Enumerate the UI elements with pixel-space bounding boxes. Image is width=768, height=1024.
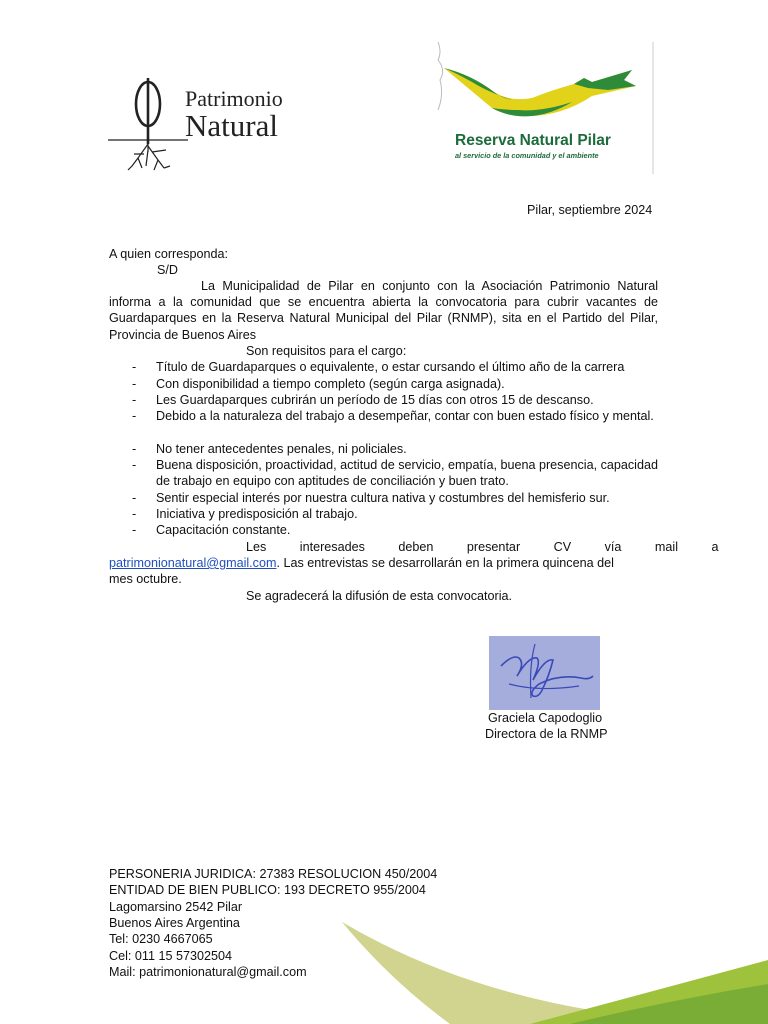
footer-legal-line: PERSONERIA JURIDICA: 27383 RESOLUCION 450/2004 — [109, 867, 438, 881]
list-item: Capacitación constante. — [156, 523, 291, 537]
bullet-dash: - — [132, 523, 137, 537]
sd-line: S/D — [157, 263, 178, 277]
list-item: Iniciativa y predisposición al trabajo. — [156, 507, 358, 521]
signer-title: Directora de la RNMP — [485, 727, 608, 741]
footer-mail-line: Mail: patrimonionatural@gmail.com — [109, 965, 307, 979]
intro-line-2: informa a la comunidad que se encuentra abierta la convocatoria para cubrir vacantes de — [109, 295, 658, 309]
bullet-dash: - — [132, 458, 137, 472]
letter-date: Pilar, septiembre 2024 — [527, 203, 653, 217]
list-item: Con disponibilidad a tiempo completo (según carga asignada). — [156, 377, 505, 391]
patrimonio-natural-logo — [108, 70, 318, 180]
requirements-heading: Son requisitos para el cargo: — [246, 344, 407, 358]
footer-cell-line: Cel: 011 15 57302504 — [109, 949, 233, 963]
logo-subtitle: al servicio de la comunidad y el ambiente — [455, 151, 599, 160]
footer-phone-line: Tel: 0230 4667065 — [109, 932, 213, 946]
intro-line-4: Provincia de Buenos Aires — [109, 328, 257, 342]
cv-line-2 — [109, 555, 658, 571]
list-item: Les Guardaparques cubrirán un período de 15 días con otros 15 de descanso. — [156, 393, 594, 407]
bullet-dash: - — [132, 393, 137, 407]
bullet-dash: - — [132, 360, 137, 374]
bullet-dash: - — [132, 377, 137, 391]
bullet-dash: - — [132, 507, 137, 521]
thanks-line: Se agradecerá la difusión de esta convocatoria. — [246, 589, 513, 603]
logo-title: Reserva Natural Pilar — [455, 132, 611, 149]
bullet-dash: - — [132, 491, 137, 505]
footer-entity-line: ENTIDAD DE BIEN PUBLICO: 193 DECRETO 955/2004 — [109, 883, 426, 897]
list-item: Debido a la naturaleza del trabajo a desempeñar, contar con buen estado físico y mental. — [156, 409, 654, 423]
salutation: A quien corresponda: — [109, 247, 229, 261]
footer-address-line: Lagomarsino 2542 Pilar — [109, 900, 243, 914]
logo-word-patrimonio: Patrimonio — [185, 86, 283, 111]
intro-line-1: La Municipalidad de Pilar en conjunto con la Asociación Patrimonio Natural — [201, 279, 658, 293]
green-swoosh-decoration — [330, 900, 768, 1024]
intro-line-3: Guardaparques en la Reserva Natural Municipal del Pilar (RNMP), sita en el Partido del Pilar, — [109, 311, 658, 325]
signature-scribble — [489, 636, 600, 710]
reserva-natural-pilar-logo — [432, 40, 657, 176]
cv-rest-text: . Las entrevistas se desarrollarán en la primera quincena del — [276, 556, 614, 570]
list-item: No tener antecedentes penales, ni policiales. — [156, 442, 407, 456]
signer-name: Graciela Capodoglio — [488, 711, 603, 725]
footer-country-line: Buenos Aires Argentina — [109, 916, 240, 930]
bullet-dash: - — [132, 442, 137, 456]
list-item: Sentir especial interés por nuestra cultura nativa y costumbres del hemisferio sur. — [156, 491, 610, 505]
cv-line: Les interesades deben presentar CV vía mail a — [246, 540, 719, 554]
list-item: Buena disposición, proactividad, actitud de servicio, empatía, buena presencia, capacidad de trabajo en equipo con aptitudes de conciliación y buen trato. — [156, 458, 658, 489]
signature-image — [489, 636, 600, 710]
logo-word-natural: Natural — [185, 108, 278, 143]
list-item: Título de Guardaparques o equivalente, o estar cursando el último año de la carrera — [156, 360, 625, 374]
tree-symbol-icon — [108, 70, 188, 180]
bullet-dash: - — [132, 409, 137, 423]
cv-line-3: mes octubre. — [109, 572, 182, 586]
email-link[interactable]: patrimonionatural@gmail.com — [109, 556, 277, 570]
